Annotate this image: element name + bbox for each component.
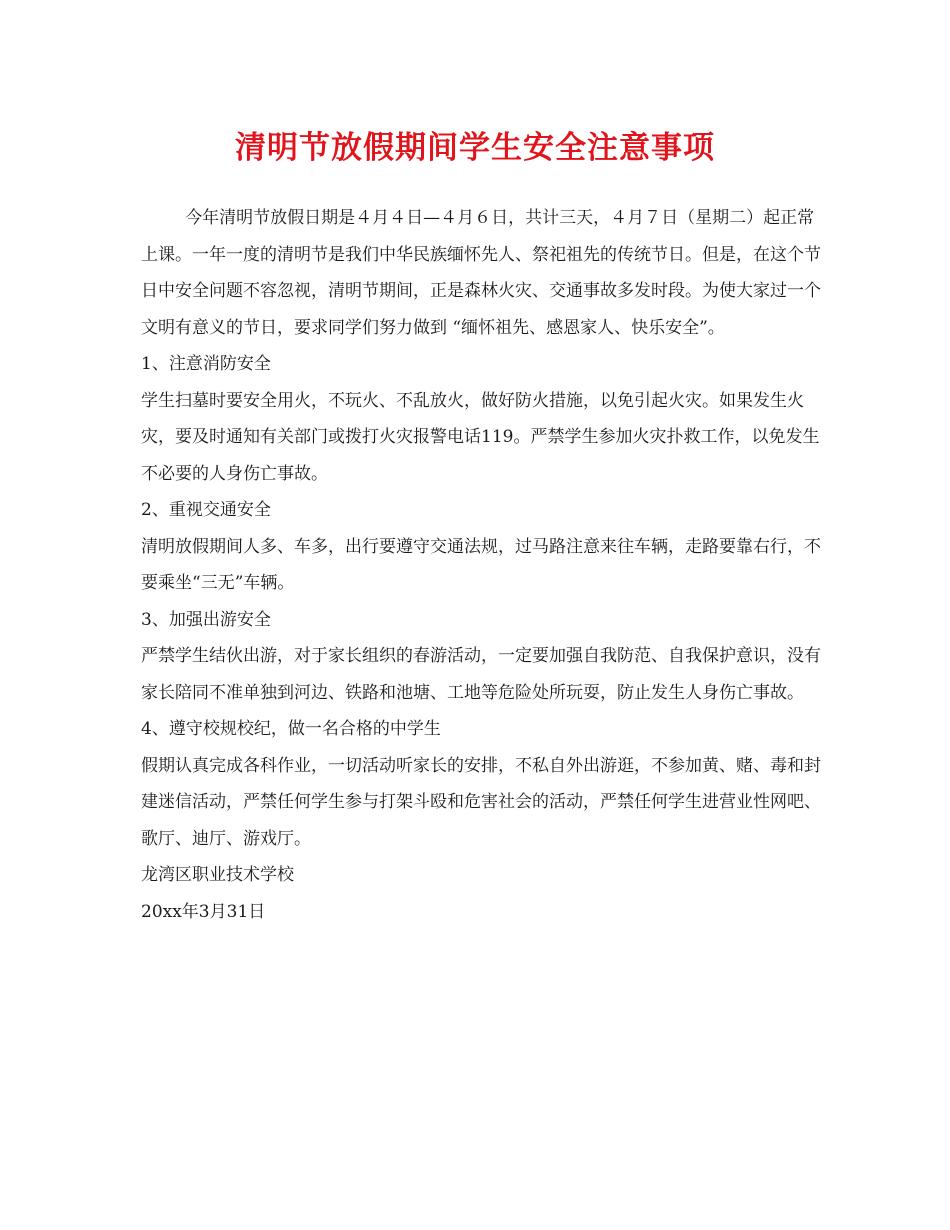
section-content-travel-safety: 严禁学生结伙出游，对于家长组织的春游活动，一定要加强自我防范、自我保护意识，没有家长陪同不准单独到河边、铁路和池塘、工地等危险处所玩耍，防止发生人身伤亡事故。 [141,646,821,703]
section-heading-fire-safety: 1、注意消防安全 [141,354,271,374]
document-title: 清明节放假期间学生安全注意事项 [235,130,715,166]
document-date: 20xx年3月31日 [141,901,266,922]
section-content-traffic-safety: 清明放假期间人多、车多，出行要遵守交通法规，过马路注意来往车辆，走路要靠右行，不要乘坐“三无”车辆。 [141,536,821,593]
section-heading-travel-safety: 3、加强出游安全 [141,609,271,630]
section-content-school-rules: 假期认真完成各科作业，一切活动听家长的安排，不私自外出游逛，不参加黄、赌、毒和封建迷信活动，严禁任何学生参与打架斗殴和危害社会的活动，严禁任何学生进营业性网吧、歌厅、迪厅、游戏厅。 [141,755,821,849]
signature: 龙湾区职业技术学校 [141,865,294,885]
document-body [141,200,831,930]
section-heading-school-rules: 4、遵守校规校纪，做一名合格的中学生 [141,719,441,739]
intro-paragraph: 今年清明节放假日期是４月４日—４月６日，共计三天，４月７日（星期二）起正常上课。一年一度的清明节是我们中华民族缅怀先人、祭祀祖先的传统节日。但是，在这个节日中安全问题不容忽视，清明节期间，正是森林火灾、交通事故多发时段。为使大家过一个文明有意义的节日，要求同学们努力做到 “缅怀祖先、感恩家人、快乐安全”。 [141,208,821,338]
section-content-fire-safety: 学生扫墓时要安全用火，不玩火、不乱放火，做好防火措施，以免引起火灾。如果发生火灾，要及时通知有关部门或拨打火灾报警电话119。严禁学生参加火灾扑救工作，以免发生不必要的人身伤亡事故。 [141,390,820,484]
section-heading-traffic-safety: 2、重视交通安全 [141,500,271,520]
